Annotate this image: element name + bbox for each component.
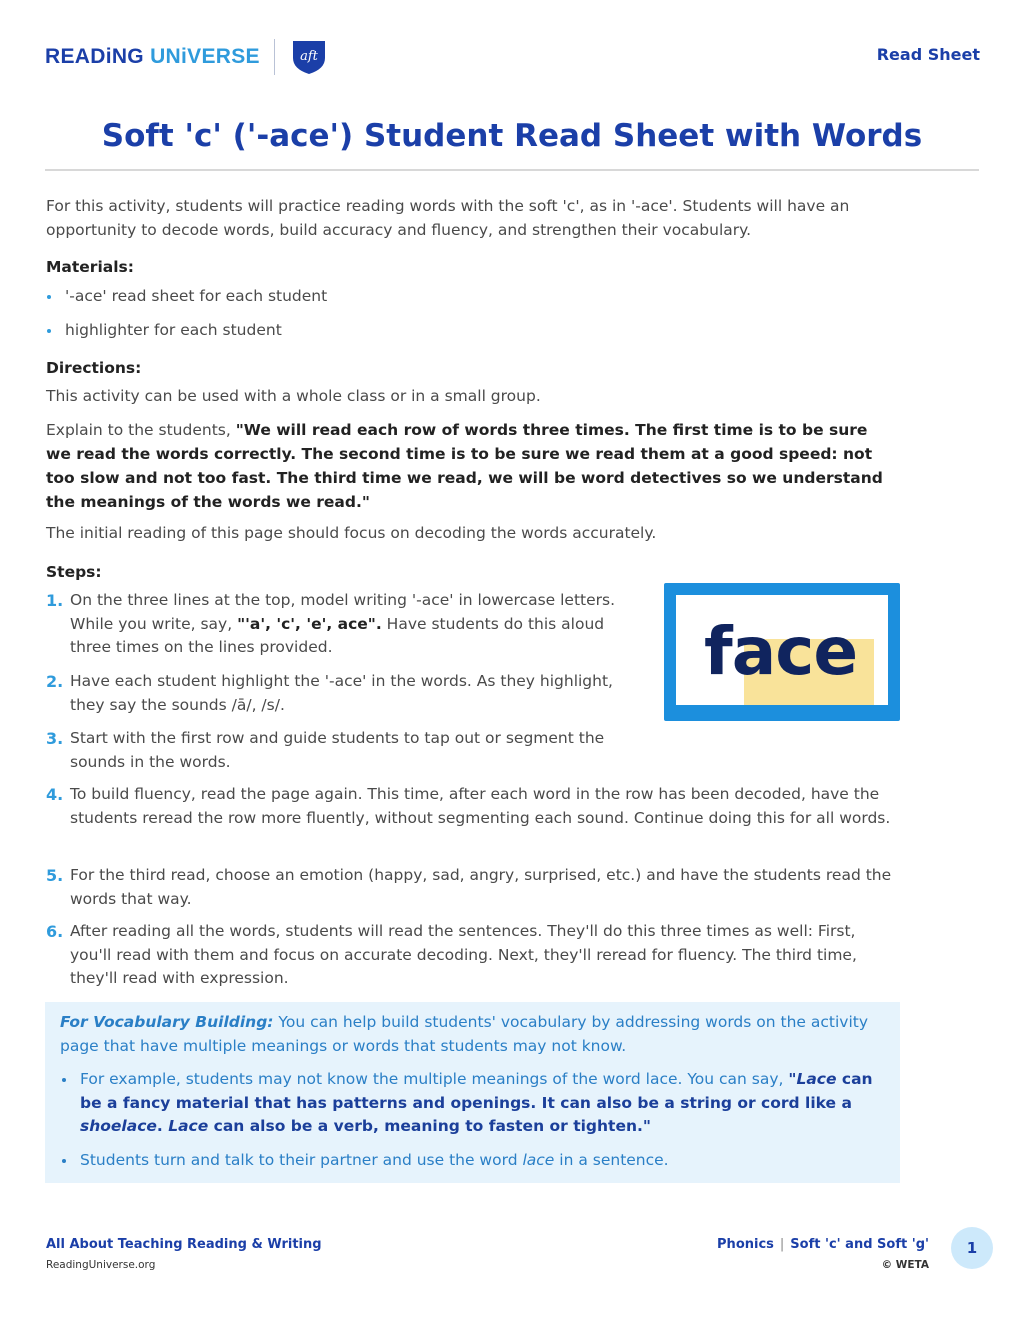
step-6: 6. After reading all the words, students will read the sentences. They'll do this three times as well: First, you'll read with them and focus on accurate decoding. Next, they'll reread for fluency. The third time, they'll read with expression.	[46, 922, 857, 987]
aft-shield-icon	[289, 38, 329, 76]
logo-divider	[274, 39, 275, 75]
directions-paragraph-1: This activity can be used with a whole class or in a small group.	[46, 387, 541, 405]
footer-breadcrumb	[717, 1237, 929, 1252]
step-1: 1. On the three lines at the top, model writing '-ace' in lowercase letters. While you write, say, "'a', 'c', 'e', ace". Have students do this aloud three times on the lines provided.	[46, 591, 616, 656]
list-item: For example, students may not know the multiple meanings of the word lace. You can say, "Lace can be a fancy material that has patterns and openings. It can also be a string or cord like a shoelace. Lace can also be a verb, meaning to fasten or tighten."	[60, 1068, 880, 1139]
step-2: 2. Have each student highlight the '-ace' in the words. As they highlight, they say the sounds /ā/, /s/.	[46, 672, 613, 714]
breadcrumb-soft-c-g[interactable]: Soft 'c' and Soft 'g'	[790, 1237, 929, 1252]
directions-heading: Directions:	[46, 359, 142, 377]
page-title: Soft 'c' ('-ace') Student Read Sheet with Words	[101, 118, 923, 154]
breadcrumb-phonics[interactable]: Phonics	[717, 1237, 774, 1252]
intro-paragraph: For this activity, students will practice reading words with the soft 'c', as in '-ace'. Students will have an opportunity to decode words, build accuracy and fluency, and strengthen their vocabulary.	[46, 197, 850, 239]
svg-text:aft: aft	[299, 49, 318, 64]
step-5: 5. For the third read, choose an emotion (happy, sad, angry, surprised, etc.) and have the students read the words that way.	[46, 866, 892, 908]
word-card-text: face	[704, 613, 858, 690]
reading-universe-logo[interactable]	[45, 38, 329, 76]
word-card-inner	[676, 595, 888, 705]
footer-copyright: © WETA	[881, 1259, 929, 1271]
list-item: highlighter for each student	[46, 319, 327, 353]
logo-wordmark: READiNG UNiVERSE	[45, 45, 260, 68]
bullet-icon	[62, 1159, 66, 1163]
breadcrumb-separator: |	[779, 1237, 785, 1252]
list-item: Students turn and talk to their partner and use the word lace in a sentence.	[60, 1149, 880, 1173]
bullet-icon	[47, 295, 51, 299]
vocabulary-list	[60, 1068, 880, 1182]
page-number-badge: 1	[951, 1227, 993, 1269]
directions-paragraph-2: Explain to the students, "We will read each row of words three times. The first time is to be sure we read the words correctly. The second time is to be sure we read them at a good speed: not too slow and not too fast. The third time we read, we will be word detectives so we understand the meanings of the words we read."	[46, 421, 883, 511]
materials-heading: Materials:	[46, 258, 134, 276]
step-4: 4. To build fluency, read the page again. This time, after each word in the row has been decoded, have the students reread the row more fluently, without segmenting each sound. Continue doing this for all words.	[46, 785, 891, 827]
directions-paragraph-3: The initial reading of this page should focus on decoding the words accurately.	[46, 524, 657, 542]
steps-heading: Steps:	[46, 563, 102, 581]
bullet-icon	[62, 1078, 66, 1082]
title-divider	[45, 169, 979, 171]
step-3: 3. Start with the first row and guide students to tap out or segment the sounds in the words.	[46, 729, 605, 771]
vocabulary-intro: For Vocabulary Building: You can help build students' vocabulary by addressing words on the activity page that have multiple meanings or words that students may not know.	[60, 1013, 869, 1055]
footer-series-title: All About Teaching Reading & Writing	[46, 1237, 322, 1252]
materials-list	[46, 285, 327, 353]
vocabulary-callout	[45, 1002, 900, 1183]
footer-url[interactable]: ReadingUniverse.org	[46, 1259, 156, 1271]
word-card	[664, 583, 900, 721]
list-item: '-ace' read sheet for each student	[46, 285, 327, 319]
bullet-icon	[47, 329, 51, 333]
sheet-type-label: Read Sheet	[876, 45, 980, 64]
